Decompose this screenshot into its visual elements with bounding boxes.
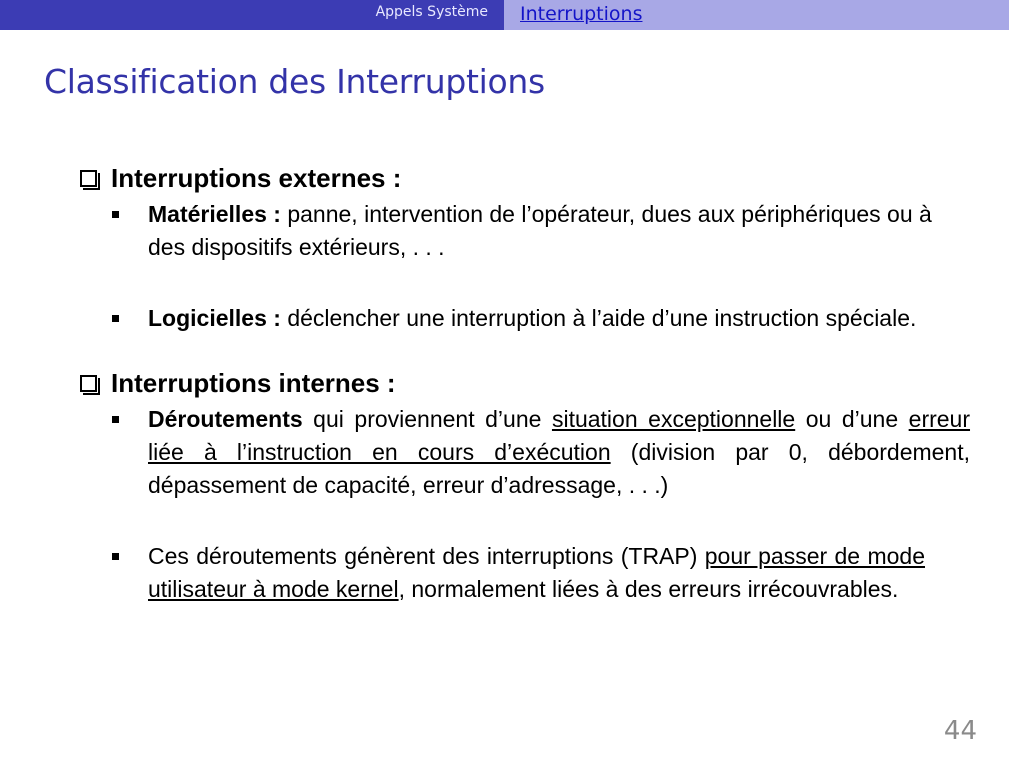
underlined-text: pour passer de mode utilisateur à mode kernel [148, 543, 925, 602]
list-item-text [148, 198, 970, 264]
item-label: Logicielles : [148, 305, 281, 331]
item-body: déclencher une interruption à l’aide d’une instruction spéciale. [280, 305, 917, 331]
header-section-label[interactable]: Appels Système [375, 4, 488, 20]
list-item-text [148, 302, 970, 335]
checkbox-bullet-icon [80, 170, 97, 187]
list-item-text [148, 403, 970, 502]
list-item-deroutements [80, 403, 970, 502]
square-bullet-icon [80, 198, 148, 264]
item-body: Ces déroutements génèrent des interruptions (TRAP) [148, 543, 705, 569]
underlined-text: erreur liée à l’instruction en cours d’exécution [148, 406, 971, 465]
header-subsection [504, 0, 1009, 30]
item-body: , normalement liées à des erreurs irrécouvrables. [398, 576, 899, 602]
page-number: 44 [943, 716, 977, 746]
slide-title: Classification des Interruptions [44, 62, 545, 101]
header-section [0, 0, 504, 30]
item-body: (division par 0, débordement, dépassement de capacité, erreur d’adressage, . . .) [148, 439, 971, 498]
square-bullet-icon [80, 302, 148, 335]
underlined-text: situation exceptionnelle [551, 406, 796, 432]
item-body: panne, intervention de l’opérateur, dues aux périphériques ou à des dispositifs extérieurs, . . . [148, 201, 932, 260]
checkbox-bullet-icon [80, 375, 97, 392]
list-item-trap [80, 540, 925, 606]
section-heading-text: Interruptions externes : [111, 162, 402, 193]
slide-content [80, 160, 970, 606]
section-heading [80, 160, 970, 196]
list-item-text [148, 540, 925, 606]
header-subsection-link[interactable]: Interruptions [520, 3, 643, 25]
section-externes [80, 160, 970, 335]
item-body: ou d’une [795, 406, 909, 432]
square-bullet-icon [80, 403, 148, 502]
section-heading [80, 365, 970, 401]
list-item-materielles [80, 198, 970, 264]
item-label: Déroutements [148, 406, 303, 432]
section-internes [80, 365, 970, 606]
item-label: Matérielles : [148, 201, 281, 227]
item-body: qui proviennent d’une [302, 406, 552, 432]
header-bar [0, 0, 1009, 30]
section-heading-text: Interruptions internes : [111, 367, 396, 398]
square-bullet-icon [80, 540, 148, 606]
list-item-logicielles [80, 302, 970, 335]
